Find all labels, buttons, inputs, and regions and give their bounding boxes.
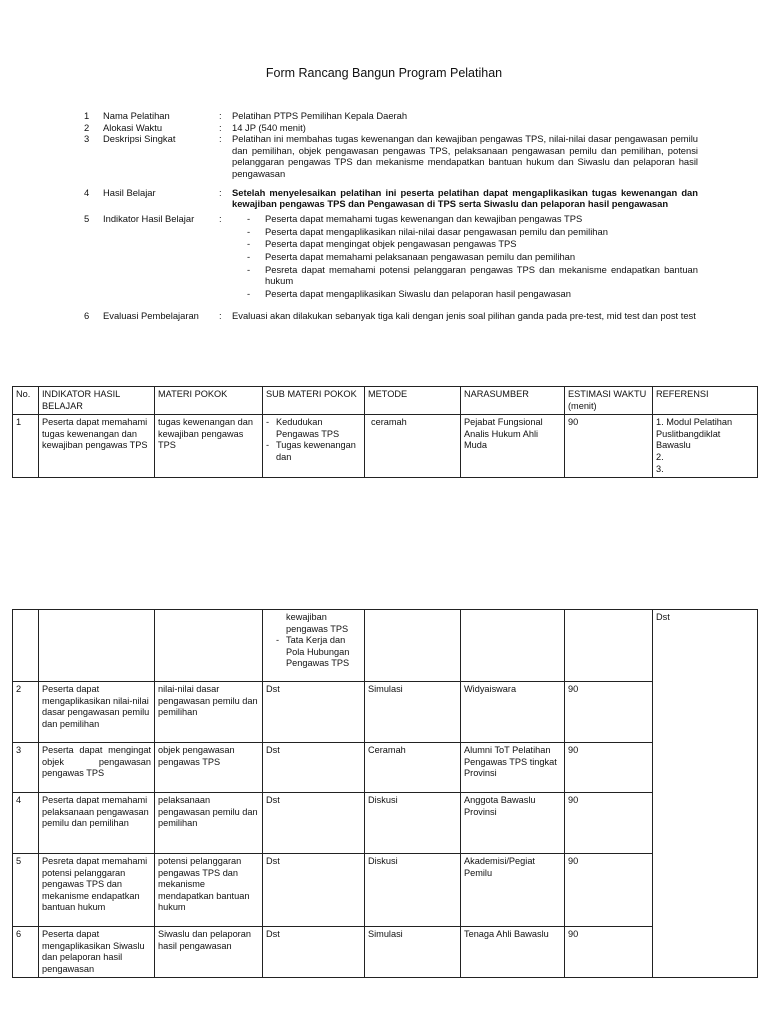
table-header-row [13,387,758,415]
table-row [13,854,758,927]
bullet-dash: - [246,288,251,300]
header-sub-materi: SUB MATERI POKOK [263,387,365,415]
header-estimasi: ESTIMASI WAKTU (menit) [565,387,653,415]
cell-indikator: Peserta dapat mengaplikasikan nilai-nilai dasar pengawasan pemilu dan pemilihan [39,682,155,743]
list-item: - Peserta dapat mengaplikasikan Siwaslu dan pelaporan hasil pengawasan [232,288,698,300]
info-row-alokasi [84,122,698,134]
cell-sub-materi: Dst [263,743,365,793]
cell-materi: Siwaslu dan pelaporan hasil pengawasan [155,927,263,978]
info-row-nama [84,110,698,122]
info-value: Setelah menyelesaikan pelatihan ini peserta pelatihan dapat mengaplikasikan tugas kewenangan dan kewajiban pengawas TPS dan Pengawasan di TPS serta Siwaslu dan pelaporan hasil pengawasan [232,186,698,210]
cell-metode: Simulasi [365,927,461,978]
cell-materi: nilai-nilai dasar pengawasan pemilu dan pemilihan [155,682,263,743]
info-row-evaluasi [84,310,698,322]
cell-waktu: 90 [565,415,653,478]
cell-waktu: 90 [565,793,653,854]
header-indikator: INDIKATOR HASIL BELAJAR [39,387,155,415]
info-colon: : [219,121,222,133]
info-label: Evaluasi Pembelajaran [103,309,199,321]
bullet-dash: - [246,238,251,250]
cell-waktu: 90 [565,682,653,743]
info-value: Pelatihan PTPS Pemilihan Kepala Daerah [232,110,408,121]
cell-waktu: 90 [565,927,653,978]
cell-no: 1 [13,415,39,478]
cell-sub-materi [263,415,365,478]
header-no: No. [13,387,39,415]
cell-indikator: Peserta dapat mengingat objek pengawasan pengawas TPS [39,743,155,793]
cell-sub-materi: Dst [263,793,365,854]
info-row-indikator [84,213,698,300]
cell-narasumber: Widyaiswara [461,682,565,743]
info-value: 14 JP (540 menit) [232,121,306,133]
info-num: 6 [84,309,90,321]
list-item: - Peserta dapat memahami tugas kewenangan dan kewajiban pengawas TPS [232,213,698,225]
bullet-dash: - [246,225,251,237]
cell-indikator: Pesreta dapat memahami potensi pelanggaran pengawas TPS dan mekanisme endapatkan bantuan hukum [39,854,155,927]
table-row [13,610,758,682]
info-num: 4 [84,186,90,198]
info-colon: : [219,212,222,224]
cell-metode: Ceramah [365,743,461,793]
cell-narasumber: Akademisi/Pegiat Pemilu [461,854,565,927]
cell-indikator: Peserta dapat mengaplikasikan Siwaslu dan pelaporan hasil pengawasan [39,927,155,978]
info-colon: : [219,186,222,198]
cell-referensi: 1. Modul Pelatihan Puslitbangdiklat Bawaslu 2. 3. [653,415,758,478]
cell-metode: Simulasi [365,682,461,743]
header-referensi: REFERENSI [653,387,758,415]
cell-waktu: 90 [565,743,653,793]
info-row-deskripsi [84,133,698,179]
info-label: Nama Pelatihan [103,110,170,121]
cell-narasumber: Tenaga Ahli Bawaslu [461,927,565,978]
table-row [13,415,758,478]
cell-waktu: 90 [565,854,653,927]
sub-item: - Tata Kerja dan Pola Hubungan Pengawas TPS [276,635,350,669]
table-row [13,793,758,854]
cell-narasumber: Anggota Bawaslu Provinsi [461,793,565,854]
header-narasumber: NARASUMBER [461,387,565,415]
cell-narasumber: Pejabat Fungsional Analis Hukum Ahli Muda [461,415,565,478]
info-label: Deskripsi Singkat [103,133,176,145]
info-label: Hasil Belajar [103,186,156,198]
training-table-part2 [12,609,758,978]
cell-materi: objek pengawasan pengawas TPS [155,743,263,793]
info-label: Indikator Hasil Belajar [103,212,195,224]
list-item: - Peserta dapat memahami pelaksanaan pengawasan pemilu dan pemilihan [232,251,698,263]
cell-narasumber: Alumni ToT Pelatihan Pengawas TPS tingkat Provinsi [461,743,565,793]
table-row [13,927,758,978]
list-item: - Peserta dapat mengaplikasikan nilai-nilai dasar pengawasan pemilu dan pemilihan [232,226,698,238]
cell-materi: potensi pelanggaran pengawas TPS dan mekanisme mendapatkan bantuan hukum [155,854,263,927]
info-row-hasil [84,187,698,210]
bullet-dash: - [246,212,251,224]
cell-sub-materi: Dst [263,854,365,927]
info-colon: : [219,309,222,321]
cell-metode: Diskusi [365,854,461,927]
cell-indikator: Peserta dapat memahami pelaksanaan pengawasan pemilu dan pemilihan [39,793,155,854]
page-title: Form Rancang Bangun Program Pelatihan [265,66,503,80]
info-num: 2 [84,121,90,133]
program-info [84,110,698,321]
header-metode: METODE [365,387,461,415]
sub-item: - Kedudukan Pengawas TPS [266,417,340,439]
cell-no: 3 [13,743,39,793]
training-table-part1 [12,386,758,478]
cell-sub-materi: Dst [263,927,365,978]
table-row [13,682,758,743]
list-item: - Pesreta dapat memahami potensi pelanggaran pengawas TPS dan mekanisme endapatkan bantuan hukum [232,264,698,287]
cell-no: 5 [13,854,39,927]
cell-metode: ceramah [365,415,461,478]
info-num: 3 [84,133,90,145]
cell-no: 2 [13,682,39,743]
cell-materi: pelaksanaan pengawasan pemilu dan pemilihan [155,793,263,854]
cell-materi: tugas kewenangan dan kewajiban pengawas TPS [155,415,263,478]
info-colon: : [219,133,222,145]
indikator-list [232,213,698,300]
cell-no: 6 [13,927,39,978]
info-value: Evaluasi akan dilakukan sebanyak tiga kali dengan jenis soal pilihan ganda pada pre-test, mid test dan post test [232,309,696,321]
info-value: Pelatihan ini membahas tugas kewenangan dan kewajiban pengawas TPS, nilai-nilai dasar pengawasan pemilu dan pemilihan, objek pengawasan pengawas TPS, pelaksanaan pengawasan pemilu dan pemilihan, potensi pelanggaran pengawas TPS dan mekanisme mendapatkan bantuan hukum dan Siwaslu dan pelaporan hasil pengawasan [232,133,698,179]
cell-metode: Diskusi [365,793,461,854]
cell-sub-materi: Dst [263,682,365,743]
table-row [13,743,758,793]
info-colon: : [219,110,222,121]
bullet-dash: - [246,251,251,263]
list-item: - Peserta dapat mengingat objek pengawasan pengawas TPS [232,238,698,250]
info-num: 1 [84,110,90,121]
cell-referensi: Dst [653,610,758,978]
cell-no: 4 [13,793,39,854]
sub-item: - Tugas kewenangan dan [266,440,356,462]
cell-sub-materi: kewajiban pengawas TPS - Tata Kerja dan Pola Hubungan Pengawas TPS [263,610,365,682]
info-num: 5 [84,212,90,224]
info-label: Alokasi Waktu [103,121,163,133]
cell-indikator: Peserta dapat memahami tugas kewenangan dan kewajiban pengawas TPS [39,415,155,478]
header-materi: MATERI POKOK [155,387,263,415]
bullet-dash: - [246,263,251,275]
